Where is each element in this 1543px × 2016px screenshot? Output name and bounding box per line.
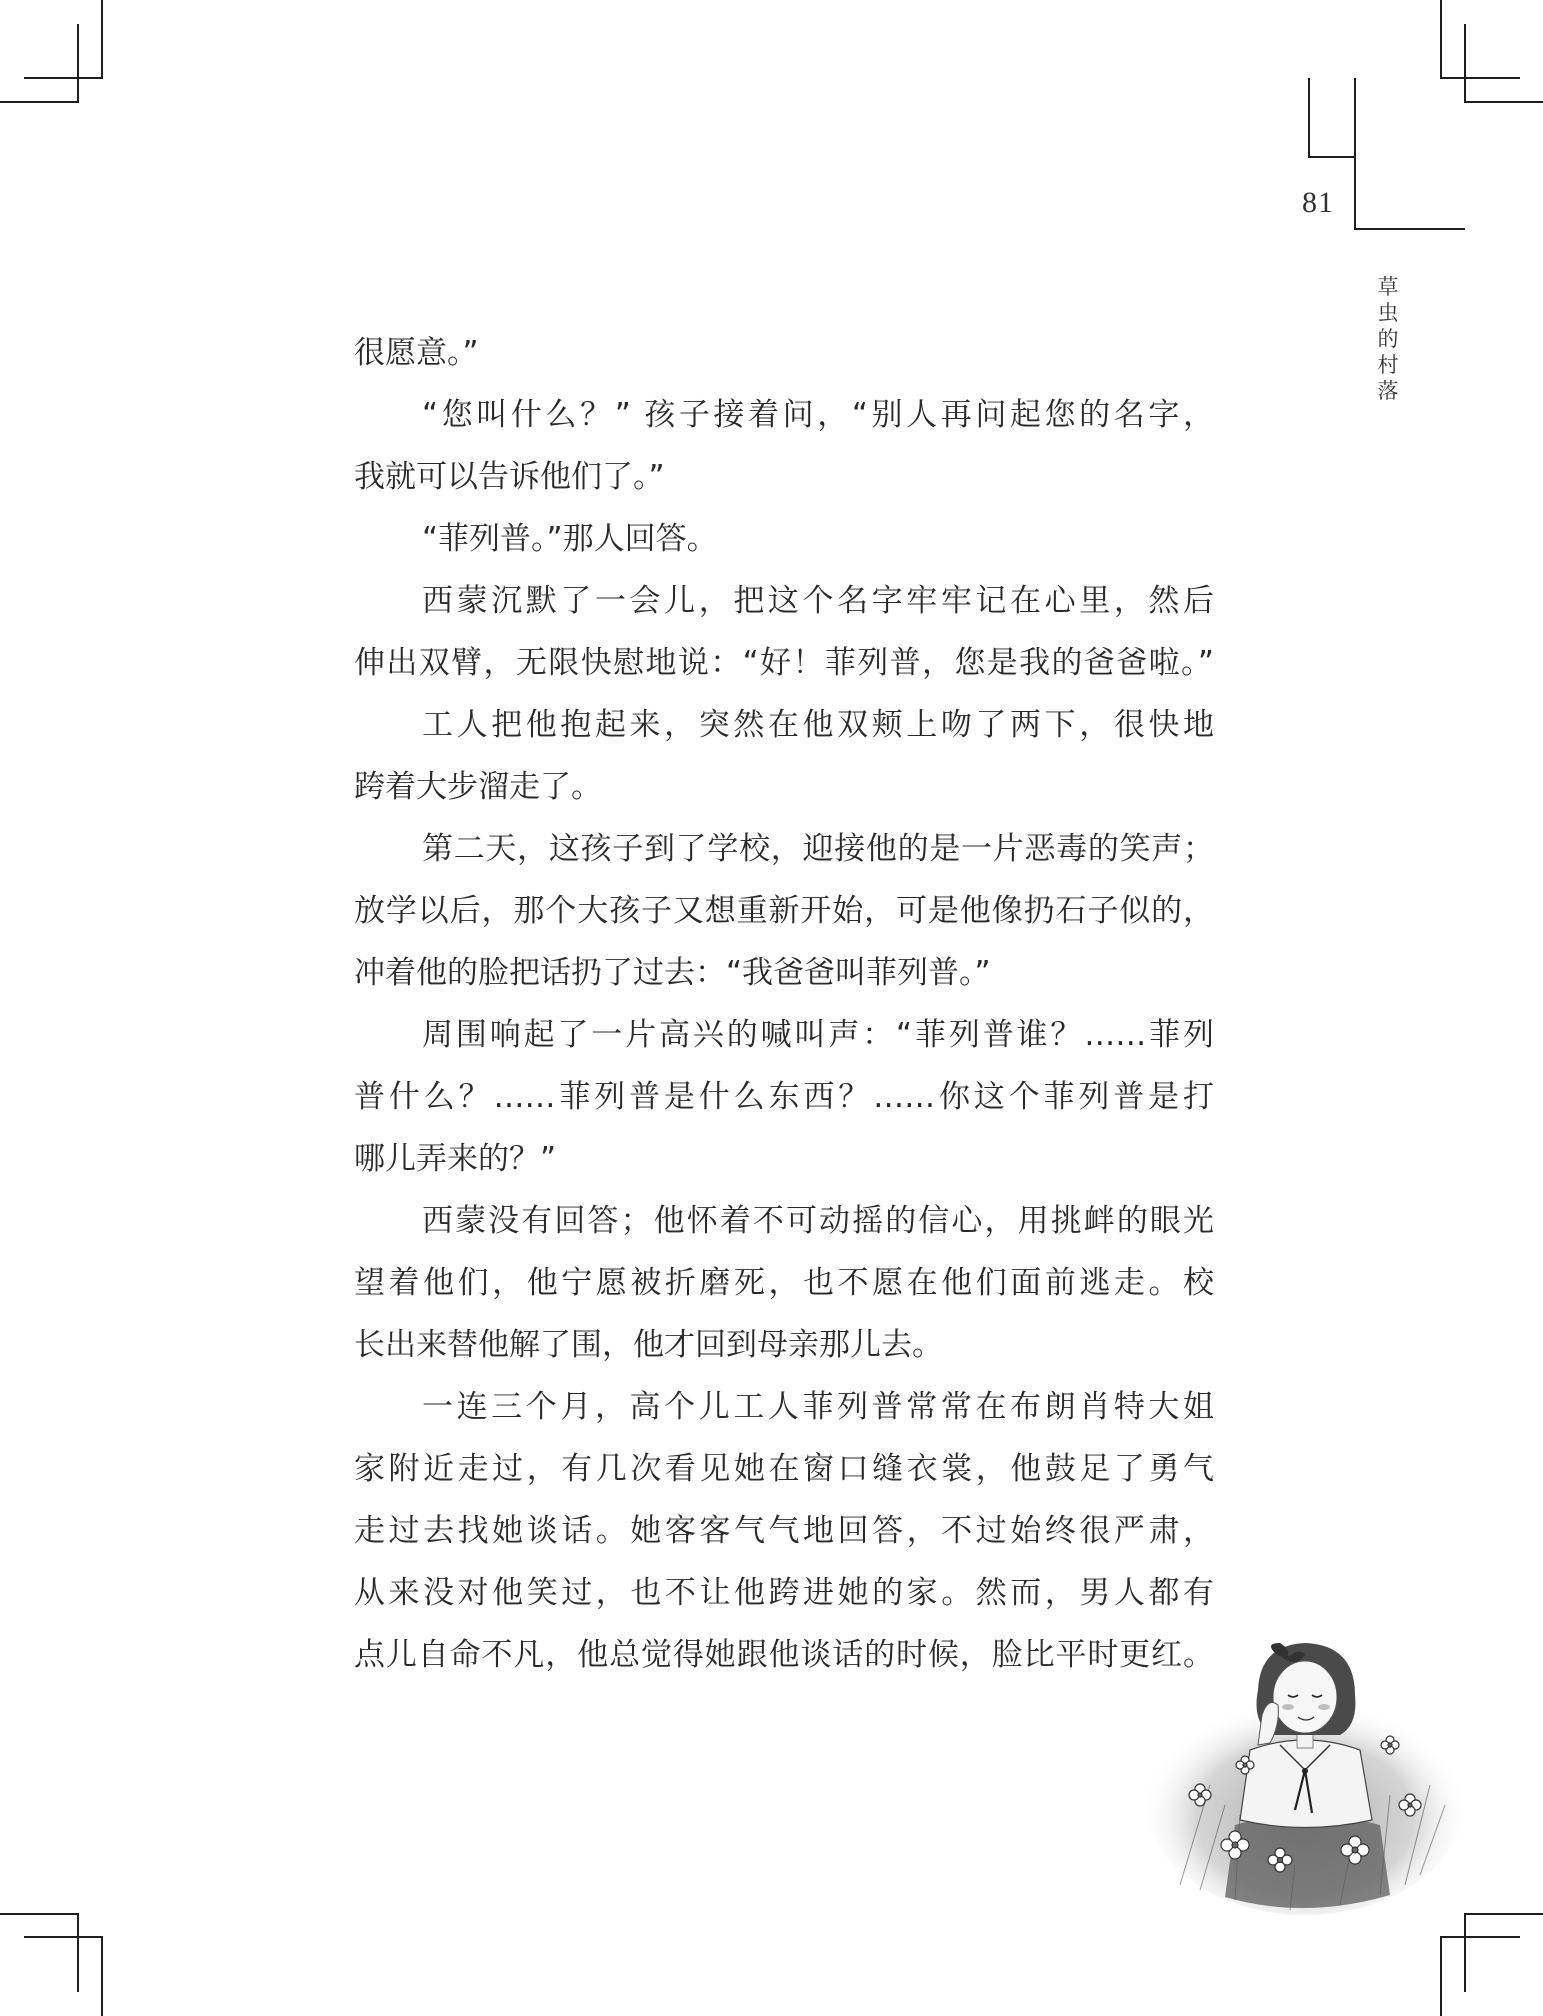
text-line: 我就可以告诉他们了。” [354,459,665,495]
running-title-char: 草 [1377,275,1399,299]
text-line: 周围响起了一片高兴的喊叫声：“菲列普谁？……菲列 [422,1017,1214,1053]
text-line: 普什么？……菲列普是什么东西？……你这个菲列普是打 [354,1079,1214,1115]
text-line: 西蒙沉默了一会儿，把这个名字牢牢记在心里，然后 [422,583,1214,619]
text-line: 放学以后，那个大孩子又想重新开始，可是他像扔石子似的， [354,893,1214,929]
crop-mark-bottom-left-h1 [0,1913,79,1915]
text-line: 西蒙没有回答；他怀着不可动摇的信心，用挑衅的眼光 [422,1203,1214,1239]
text-line: “您叫什么？” 孩子接着问，“别人再问起您的名字， [422,397,1214,433]
running-title-char: 落 [1377,379,1399,403]
running-title-char: 的 [1377,327,1399,351]
page-number: 81 [1302,186,1334,219]
crop-mark-bottom-right-h2 [1440,1936,1520,1938]
crop-mark-top-left-h1 [24,77,103,79]
crop-mark-top-right-h2 [1464,101,1543,103]
text-line: 哪儿弄来的？” [354,1141,557,1177]
running-title-char: 村 [1377,353,1399,377]
crop-mark-bottom-right-v1 [1464,1913,1466,1992]
crop-mark-top-right-v2 [1464,24,1466,103]
crop-mark-bottom-right-v2 [1440,1936,1442,2016]
crop-mark-bottom-right-h1 [1464,1913,1543,1915]
text-line: 走过去找她谈话。她客客气气地回答，不过始终很严肃， [354,1513,1214,1549]
header-frame-h-inner [1354,228,1465,230]
crop-mark-top-right-v1 [1440,0,1442,79]
text-line: 长出来替他解了围，他才回到母亲那儿去。 [354,1327,943,1363]
text-line: 望着他们，他宁愿被折磨死，也不愿在他们面前逃走。校 [354,1265,1214,1301]
crop-mark-top-left-h2 [0,101,79,103]
running-title [1373,274,1403,404]
text-line: 跨着大步溜走了。 [354,769,602,805]
crop-mark-bottom-left-v1 [77,1913,79,1992]
crop-mark-bottom-left-h2 [24,1936,103,1938]
crop-mark-top-left-v1 [101,0,103,78]
text-line: 点儿自命不凡，他总觉得她跟他谈话的时候，脸比平时更红。 [354,1637,1214,1673]
text-line: 伸出双臂，无限快慰地说：“好！菲列普，您是我的爸爸啦。” [354,645,1214,681]
text-line: “菲列普。”那人回答。 [422,521,718,557]
text-line: 从来没对他笑过，也不让他跨进她的家。然而，男人都有 [354,1575,1214,1611]
text-line: 冲着他的脸把话扔了过去：“我爸爸叫菲列普。” [354,955,991,991]
text-line: 家附近走过，有几次看见她在窗口缝衣裳，他鼓足了勇气 [354,1451,1214,1487]
crop-mark-top-left-v2 [77,24,79,102]
text-line: 一连三个月，高个儿工人菲列普常常在布朗肖特大姐 [422,1389,1214,1425]
header-frame-h-outer [1308,156,1356,158]
header-frame-v-outer [1308,78,1310,158]
header-frame-v-inner [1354,78,1356,230]
text-line: 很愿意。” [354,335,479,371]
text-line: 工人把他抱起来，突然在他双颊上吻了两下，很快地 [422,707,1214,743]
girl-in-flowers-illustration [1140,1635,1470,1915]
text-line: 第二天，这孩子到了学校，迎接他的是一片恶毒的笑声； [422,831,1214,867]
crop-mark-top-right-h1 [1440,77,1520,79]
body-text [354,322,1214,1686]
crop-mark-bottom-left-v2 [101,1936,103,2016]
running-title-char: 虫 [1377,301,1399,325]
